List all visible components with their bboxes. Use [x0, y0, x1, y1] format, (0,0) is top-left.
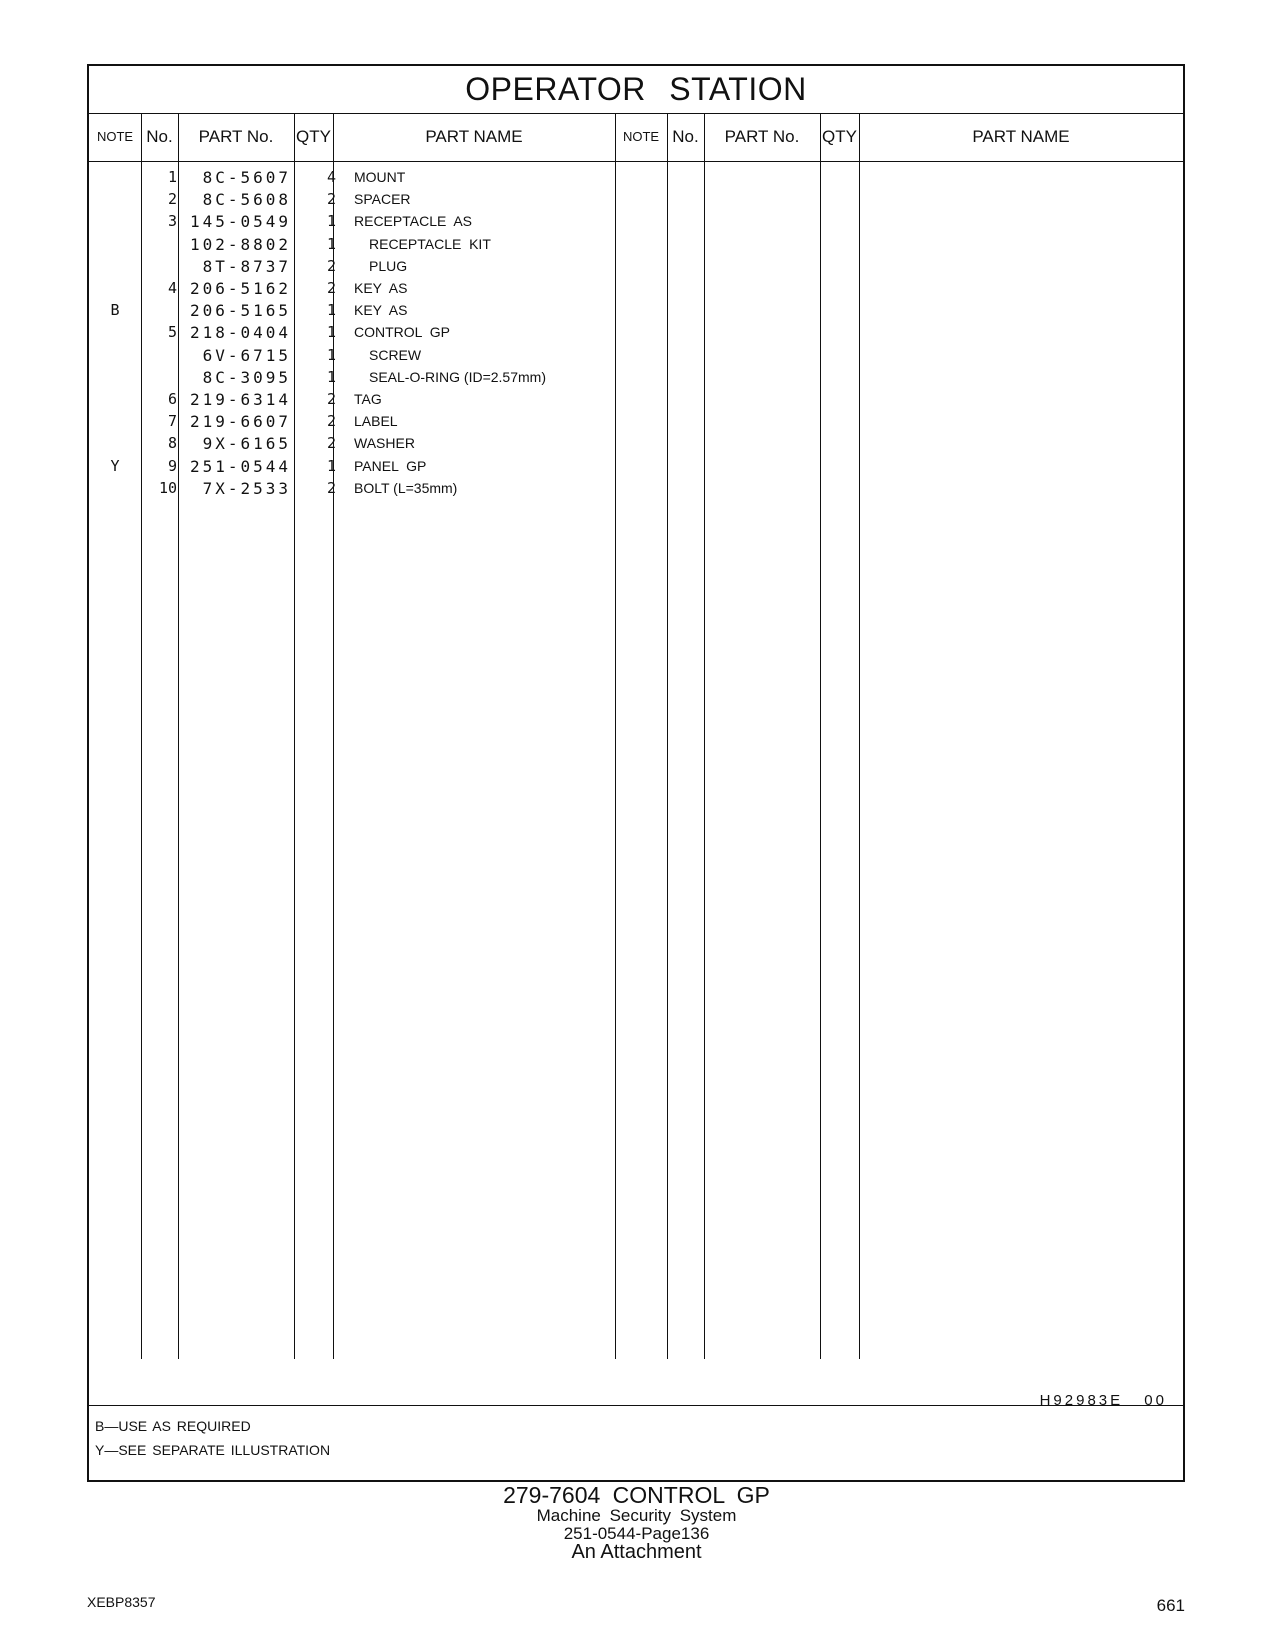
row-part-number: 219-6607 — [189, 412, 291, 432]
page-number: 661 — [1156, 1596, 1185, 1615]
row-note: B — [110, 301, 120, 320]
row-note — [89, 255, 141, 278]
row-note — [89, 321, 141, 344]
row-quantity: 1 — [326, 345, 336, 364]
row-part-name: CONTROL GP — [354, 324, 450, 341]
publication-number: XEBP8357 — [87, 1594, 156, 1610]
row-quantity: 4 — [326, 168, 336, 186]
row-note — [89, 277, 141, 300]
row-part-name: SCREW — [369, 346, 422, 363]
row-item-number: 9 — [167, 456, 177, 475]
row-note — [89, 432, 141, 455]
row-part-number: 8C-3095 — [202, 367, 291, 387]
row-quantity: 1 — [326, 323, 336, 342]
footnote-b: B—USE AS REQUIRED — [95, 1418, 251, 1434]
row-part-name: PANEL GP — [354, 457, 427, 474]
row-part-name: KEY AS — [354, 302, 408, 319]
row-part-name: RECEPTACLE KIT — [369, 235, 491, 252]
row-quantity: 1 — [326, 367, 336, 386]
caption-page-ref: 251-0544-Page136 — [563, 1524, 710, 1543]
row-item-number — [141, 299, 177, 322]
row-quantity: 2 — [326, 256, 336, 275]
row-item-number: 3 — [167, 212, 177, 231]
header-part-name-left: PART NAME — [425, 127, 523, 146]
row-note — [89, 233, 141, 256]
header-divider — [89, 161, 1183, 162]
row-part-name: BOLT (L=35mm) — [354, 479, 458, 496]
row-part-name: TAG — [354, 391, 382, 407]
row-part-name: SEAL-O-RING (ID=2.57mm) — [369, 368, 546, 385]
caption-subtitle: Machine Security System — [536, 1506, 737, 1525]
column-divider — [820, 113, 821, 1359]
row-quantity: 2 — [326, 412, 336, 431]
row-part-number: 9X-6165 — [202, 434, 291, 454]
footnote-y: Y—SEE SEPARATE ILLUSTRATION — [95, 1442, 331, 1458]
page-title: OPERATOR STATION — [89, 66, 1183, 114]
row-part-name: KEY AS — [354, 280, 408, 296]
row-item-number: 1 — [167, 168, 177, 186]
row-item-number: 2 — [167, 190, 177, 209]
row-part-name: SPACER — [354, 191, 411, 208]
column-divider — [859, 113, 860, 1359]
row-part-number: 6V-6715 — [202, 345, 291, 365]
header-note-left: NOTE — [96, 129, 134, 144]
row-part-number: 8C-5608 — [202, 190, 291, 210]
caption-title: 279-7604 CONTROL GP — [503, 1482, 770, 1508]
column-divider — [704, 113, 705, 1359]
row-quantity: 1 — [326, 234, 336, 253]
row-part-number: 8C-5607 — [202, 168, 291, 187]
column-divider — [294, 113, 295, 1359]
row-part-number: 145-0549 — [189, 212, 291, 232]
row-note — [89, 388, 141, 411]
row-note: Y — [110, 456, 120, 475]
row-part-number: 102-8802 — [189, 234, 291, 254]
row-note — [89, 410, 141, 433]
row-part-number: 219-6314 — [189, 390, 291, 409]
row-item-number: 7 — [167, 412, 177, 431]
row-note — [89, 188, 141, 211]
row-quantity: 1 — [326, 456, 336, 475]
row-item-number: 8 — [167, 434, 177, 453]
row-note — [89, 166, 141, 189]
row-part-number: 8T-8737 — [202, 256, 291, 276]
header-part-no-left: PART No. — [198, 127, 274, 146]
row-item-number: 10 — [158, 478, 177, 497]
row-part-name: MOUNT — [354, 169, 406, 185]
row-item-number: 4 — [167, 279, 177, 297]
row-quantity: 2 — [326, 478, 336, 497]
row-quantity: 1 — [326, 301, 336, 320]
row-part-name: RECEPTACLE AS — [354, 213, 473, 230]
row-part-number: 206-5162 — [189, 279, 291, 298]
row-part-number: 218-0404 — [189, 323, 291, 343]
parts-list-frame — [87, 64, 1185, 1482]
row-item-number: 6 — [167, 390, 177, 408]
footnote-divider — [89, 1405, 1183, 1406]
row-part-number: 251-0544 — [189, 456, 291, 476]
row-note — [89, 477, 141, 500]
row-note — [89, 366, 141, 389]
row-part-name: PLUG — [369, 257, 408, 274]
header-qty-left: QTY — [296, 127, 331, 146]
row-part-name: WASHER — [354, 435, 415, 452]
row-quantity: 1 — [326, 212, 336, 231]
row-note — [89, 344, 141, 367]
caption-attachment: An Attachment — [571, 1541, 702, 1563]
row-quantity: 2 — [326, 190, 336, 209]
row-item-number — [141, 366, 177, 389]
row-item-number — [141, 233, 177, 256]
row-quantity: 2 — [326, 279, 336, 297]
row-item-number — [141, 255, 177, 278]
row-part-number: 206-5165 — [189, 301, 291, 321]
header-part-name-right: PART NAME — [972, 127, 1070, 146]
header-note-right: NOTE — [622, 129, 660, 144]
row-note — [89, 210, 141, 233]
header-qty-right: QTY — [822, 127, 857, 146]
header-no-right: No. — [672, 127, 699, 146]
row-item-number: 5 — [167, 323, 177, 342]
document-reference: H92983E 00 — [1039, 1392, 1167, 1409]
header-no-left: No. — [146, 127, 173, 146]
row-quantity: 2 — [326, 434, 336, 453]
header-part-no-right: PART No. — [724, 127, 800, 146]
row-quantity: 2 — [326, 390, 336, 408]
row-part-number: 7X-2533 — [202, 478, 291, 498]
row-part-name: LABEL — [354, 413, 398, 430]
row-item-number — [141, 344, 177, 367]
column-divider — [667, 113, 668, 1359]
